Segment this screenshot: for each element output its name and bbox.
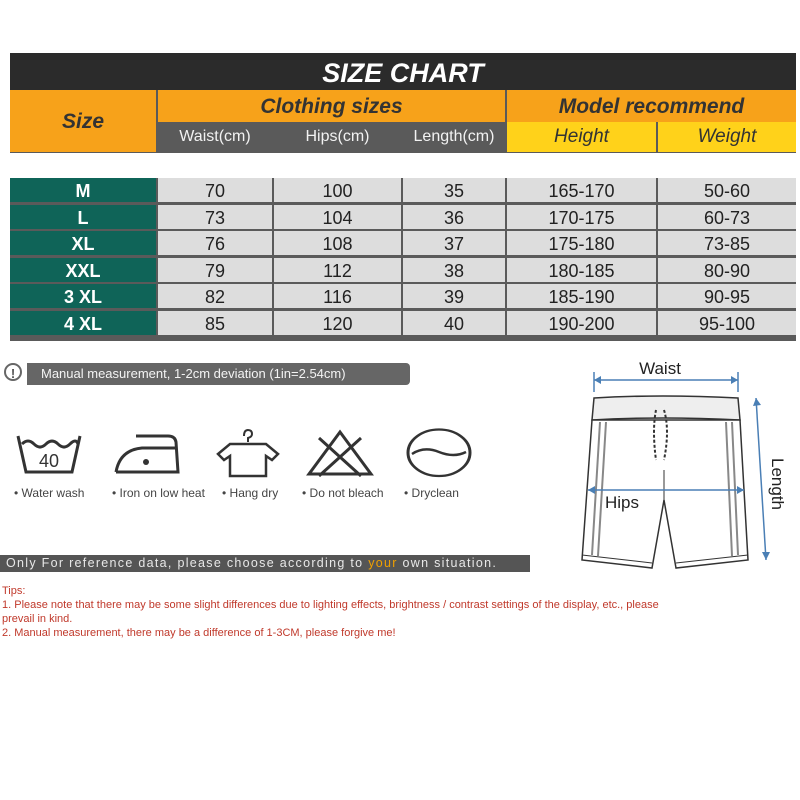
weight-cell: 73-85 <box>658 231 796 255</box>
reference-text: Only For reference data, please choose according to <box>6 556 369 570</box>
height-cell: 190-200 <box>507 311 656 335</box>
waist-label: Waist <box>639 359 681 378</box>
size-chart-table <box>10 53 796 341</box>
reference-highlight: your <box>368 556 398 570</box>
waist-cell: 70 <box>158 178 272 202</box>
size-cell: XL <box>10 231 156 255</box>
hips-cell: 108 <box>274 231 401 255</box>
waist-column-header: Waist(cm) <box>158 122 272 152</box>
waist-cell: 73 <box>158 205 272 229</box>
wash-temperature: 40 <box>38 451 60 471</box>
length-cell: 40 <box>403 311 505 335</box>
dryclean-label: • Dryclean <box>404 486 459 500</box>
measurement-note-text: Manual measurement, 1-2cm deviation (1in=2.54cm) <box>27 363 410 385</box>
header-separator <box>10 153 796 178</box>
waist-cell: 85 <box>158 311 272 335</box>
height-column-header: Height <box>507 122 656 152</box>
length-label: Length <box>768 458 787 510</box>
hips-column-header: Hips(cm) <box>274 122 401 152</box>
hips-cell: 112 <box>274 258 401 282</box>
water-wash-label: • Water wash <box>14 486 85 500</box>
size-header: Size <box>10 90 156 152</box>
hips-cell: 120 <box>274 311 401 335</box>
height-cell: 180-185 <box>507 258 656 282</box>
height-cell: 175-180 <box>507 231 656 255</box>
length-cell: 39 <box>403 284 505 308</box>
iron-label: • Iron on low heat <box>112 486 205 500</box>
tips-heading: Tips: <box>2 585 26 597</box>
size-cell: 4 XL <box>10 311 156 335</box>
reference-note <box>0 555 530 572</box>
hips-cell: 100 <box>274 178 401 202</box>
hips-cell: 116 <box>274 284 401 308</box>
chart-title: SIZE CHART <box>10 53 796 90</box>
size-cell: XXL <box>10 258 156 282</box>
length-cell: 37 <box>403 231 505 255</box>
weight-cell: 90-95 <box>658 284 796 308</box>
tip-2: 2. Manual measurement, there may be a difference of 1-3CM, please forgive me! <box>2 627 396 639</box>
length-column-header: Length(cm) <box>403 122 505 152</box>
length-cell: 38 <box>403 258 505 282</box>
model-recommend-header: Model recommend <box>507 90 796 122</box>
hips-label: Hips <box>604 493 640 512</box>
clothing-sizes-header: Clothing sizes <box>158 90 505 122</box>
height-cell: 185-190 <box>507 284 656 308</box>
reference-text-end: own situation. <box>397 556 498 570</box>
weight-cell: 80-90 <box>658 258 796 282</box>
size-cell: 3 XL <box>10 284 156 308</box>
waist-cell: 82 <box>158 284 272 308</box>
weight-cell: 95-100 <box>658 311 796 335</box>
weight-cell: 50-60 <box>658 178 796 202</box>
size-cell: L <box>10 205 156 229</box>
waist-cell: 79 <box>158 258 272 282</box>
height-cell: 165-170 <box>507 178 656 202</box>
hips-cell: 104 <box>274 205 401 229</box>
measurement-note <box>4 363 410 385</box>
weight-cell: 60-73 <box>658 205 796 229</box>
shorts-measurement-diagram <box>560 350 800 590</box>
waist-cell: 76 <box>158 231 272 255</box>
warning-icon: ! <box>4 363 22 381</box>
weight-column-header: Weight <box>658 122 796 152</box>
no-bleach-label: • Do not bleach <box>302 486 384 500</box>
hang-dry-label: • Hang dry <box>222 486 279 500</box>
height-cell: 170-175 <box>507 205 656 229</box>
length-cell: 35 <box>403 178 505 202</box>
tip-1-continued: prevail in kind. <box>2 613 73 625</box>
size-cell: M <box>10 178 156 202</box>
tip-1: 1. Please note that there may be some slight differences due to lighting effects, brightness / contrast settings of the display, etc., please <box>2 599 659 611</box>
length-cell: 36 <box>403 205 505 229</box>
